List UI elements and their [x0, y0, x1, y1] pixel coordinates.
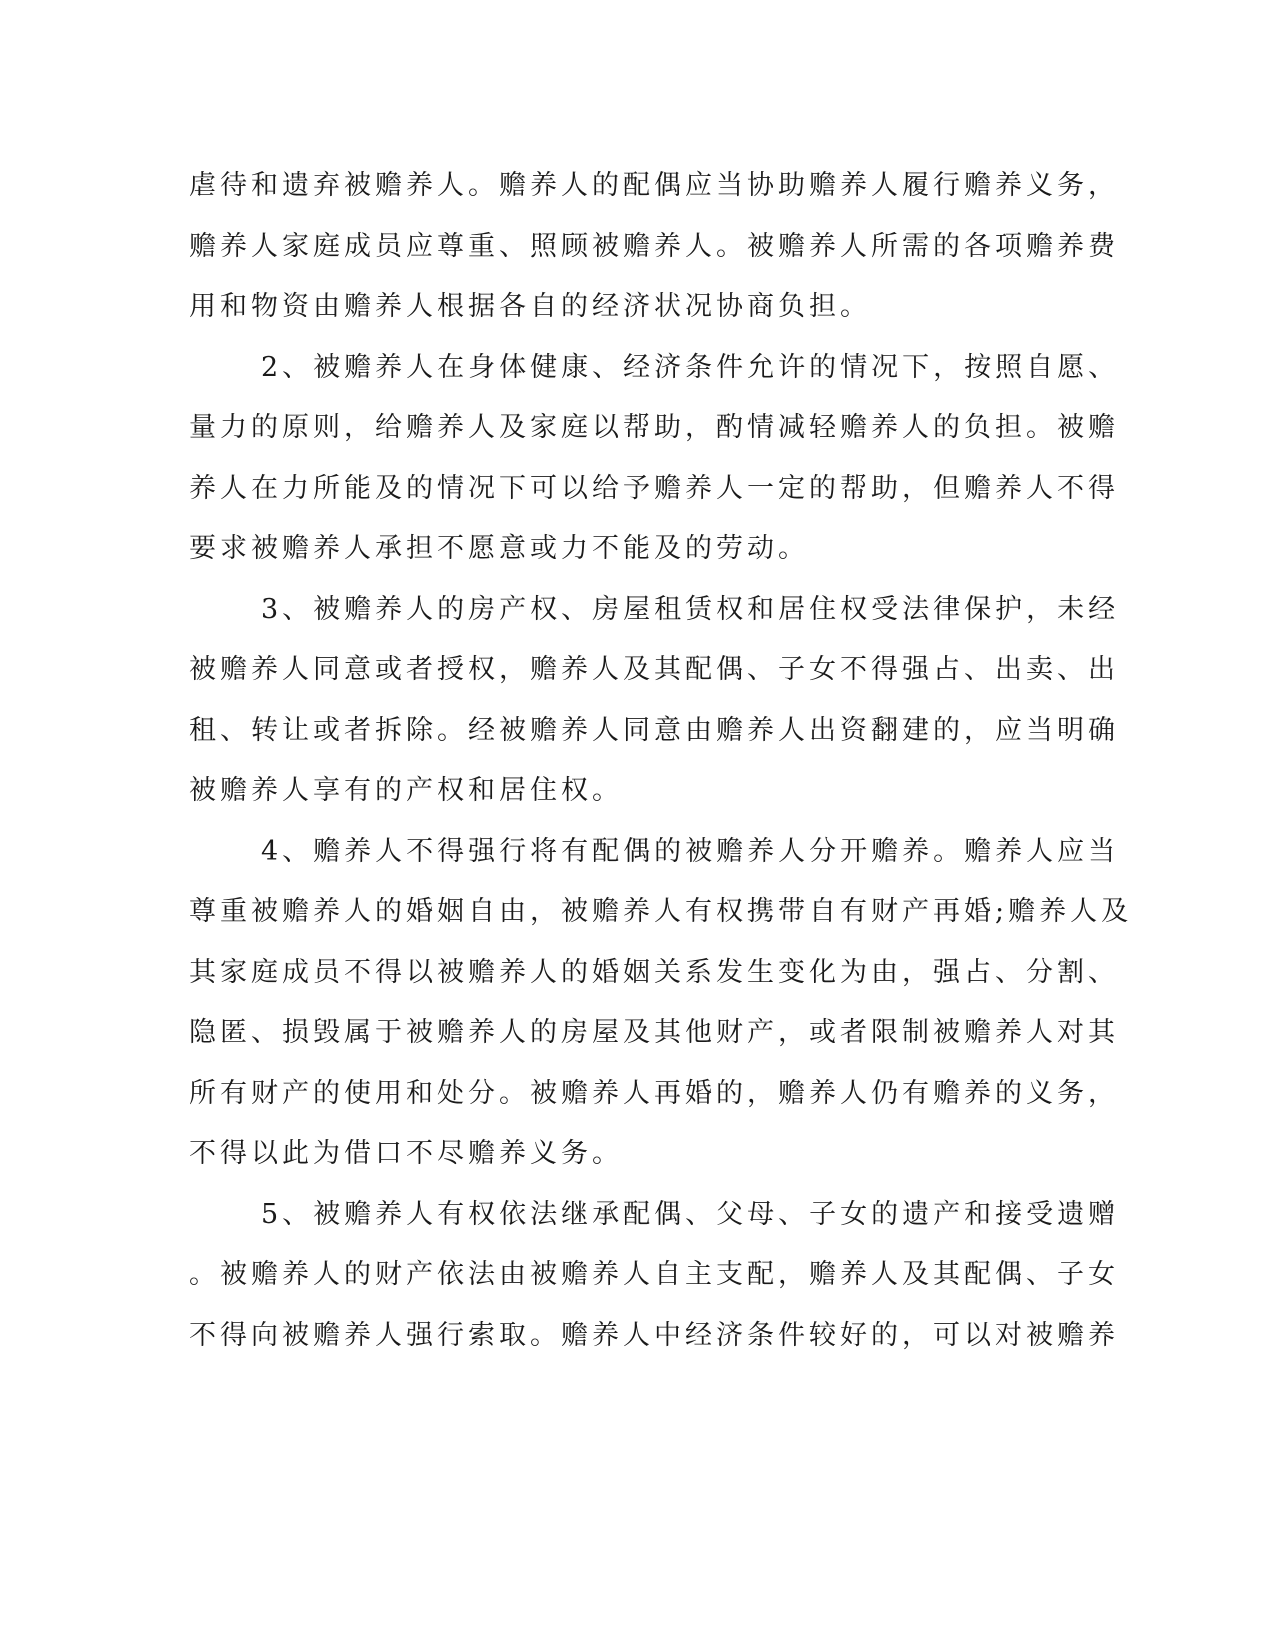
paragraph-5-start: 5、被赡养人有权依法继承配偶、父母、子女的遗产和接受遗赠: [261, 1198, 1120, 1230]
text-line: 不得以此为借口不尽赡养义务。: [189, 1138, 623, 1169]
text-line: 不得向被赡养人强行索取。赡养人中经济条件较好的，可以对被赡养: [189, 1319, 1119, 1351]
paragraph-3-start: 3、被赡养人的房产权、房屋租赁权和居住权受法律保护，未经: [261, 593, 1120, 625]
text-line: 隐匿、损毁属于被赡养人的房屋及其他财产，或者限制被赡养人对其: [189, 1017, 1119, 1048]
text-line: 要求被赡养人承担不愿意或力不能及的劳动。: [189, 533, 809, 564]
text-line: 量力的原则，给赡养人及家庭以帮助，酌情减轻赡养人的负担。被赡: [189, 412, 1119, 443]
text-line: 所有财产的使用和处分。被赡养人再婚的，赡养人仍有赡养的义务，: [189, 1077, 1119, 1109]
text-line: 被赡养人享有的产权和居住权。: [189, 775, 623, 806]
paragraph-2-start: 2、被赡养人在身体健康、经济条件允许的情况下，按照自愿、: [261, 351, 1120, 383]
text-line: 用和物资由赡养人根据各自的经济状况协商负担。: [189, 291, 871, 322]
text-line: 租、转让或者拆除。经被赡养人同意由赡养人出资翻建的，应当明确: [189, 714, 1119, 746]
text-line: 虐待和遗弃被赡养人。赡养人的配偶应当协助赡养人履行赡养义务，: [189, 170, 1119, 201]
text-line: 尊重被赡养人的婚姻自由，被赡养人有权携带自有财产再婚;赡养人及: [189, 896, 1133, 927]
paragraph-4-start: 4、赡养人不得强行将有配偶的被赡养人分开赡养。赡养人应当: [261, 835, 1120, 867]
text-line: 。被赡养人的财产依法由被赡养人自主支配，赡养人及其配偶、子女: [189, 1259, 1119, 1290]
document-body: [189, 156, 1133, 1366]
text-line: 被赡养人同意或者授权，赡养人及其配偶、子女不得强占、出卖、出: [189, 654, 1119, 685]
text-line: 赡养人家庭成员应尊重、照顾被赡养人。被赡养人所需的各项赡养费: [189, 230, 1119, 262]
text-line: 其家庭成员不得以被赡养人的婚姻关系发生变化为由，强占、分割、: [189, 956, 1119, 988]
text-line: 养人在力所能及的情况下可以给予赡养人一定的帮助，但赡养人不得: [189, 472, 1119, 504]
